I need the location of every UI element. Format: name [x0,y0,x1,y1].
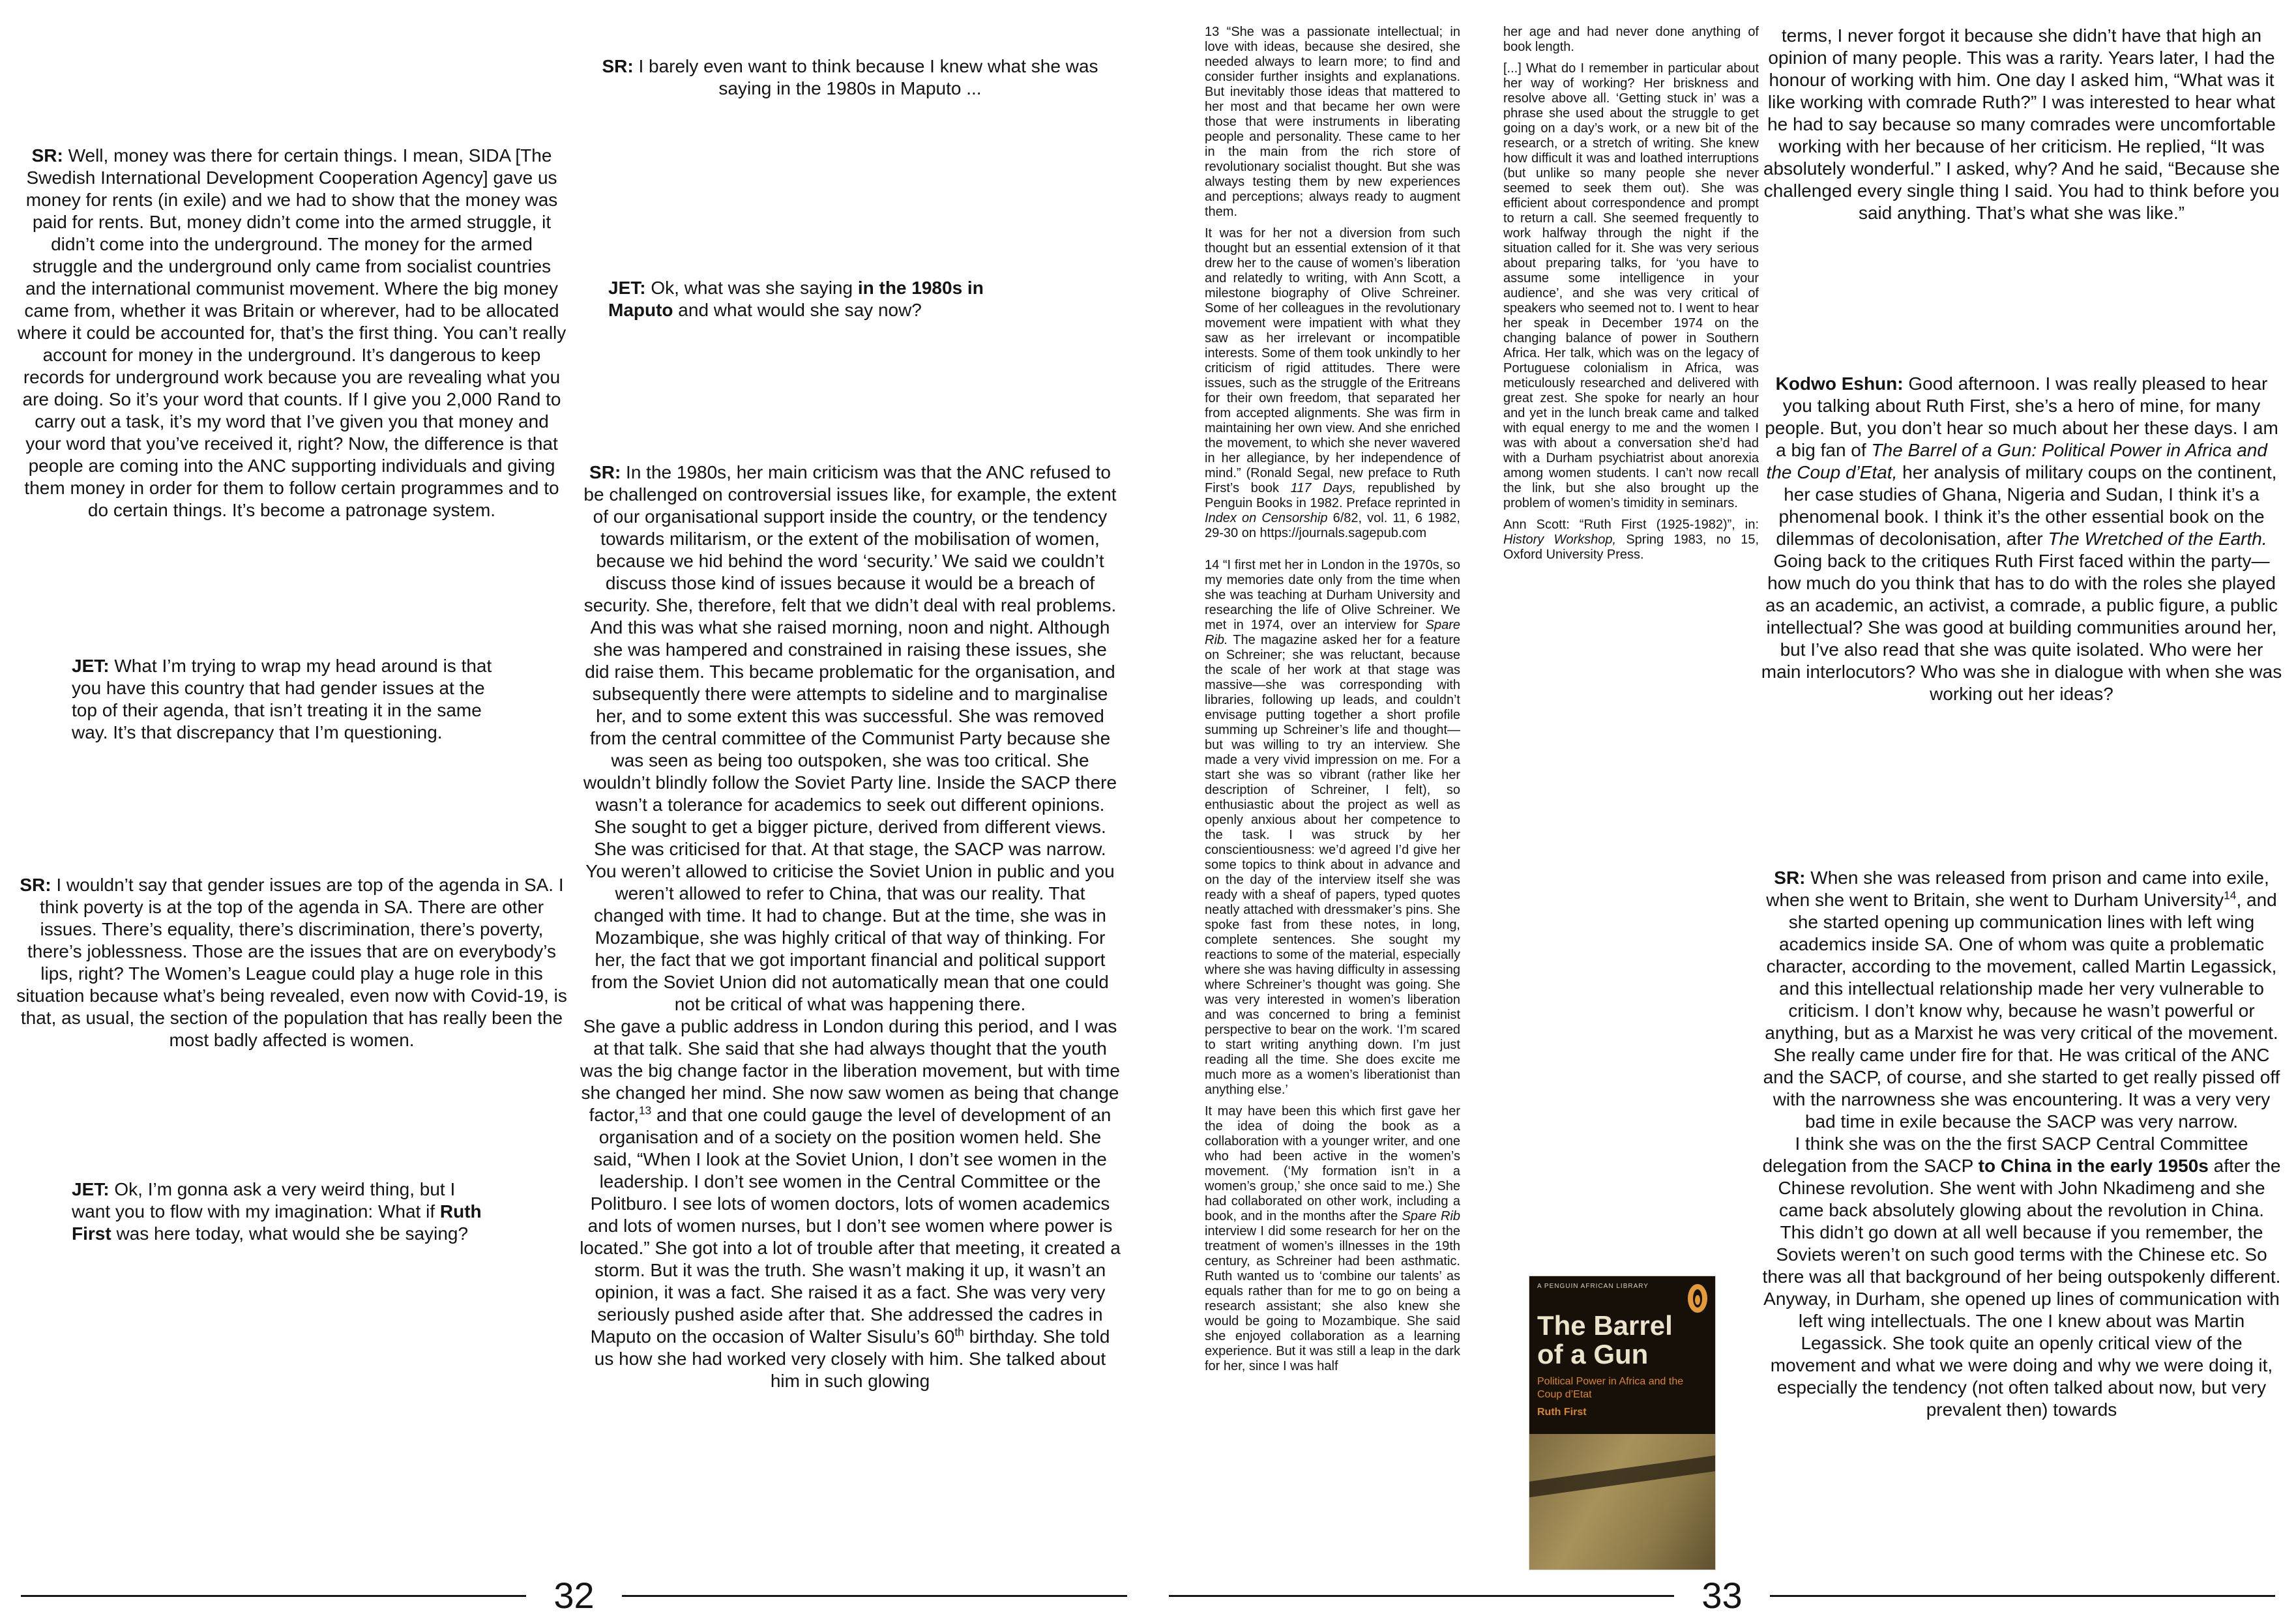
sr-answer-durham: SR: When she was released from prison and came into exile, when she went to Britain, she went to Durham University$^{14}$, and she started opening up communication lines with left wing academics inside SA. One of whom was quite a problematic character, according to the movement, called Martin Legassick, and this intellectual relationship made her very vulnerable to criticism. I don’t know why, because he wasn’t powerful or anything, but as a Marxist he was very critical of the movement. She really came under fire for that. He was critical of the ANC and the SACP, of course, and she started to get really pissed off with the narrowness she was encountering. It was a very very bad time in exile because the SACP was very narrow. [1763,868,2280,1132]
footnote-14-part-4: [...] What do I remember in particular about her way of working? Her briskness and resolve above all. ‘Getting stuck in’ was a phrase she used about the struggle to get going on a day’s work, or a new bit of the research, or a stretch of writing. She knew how difficult it was and loathed interruptions (but unlike so many people she never seemed to seek them out). She was efficient about correspondence and prompt to return a call. She seemed frequently to work halfway through the night if the situation called for it. She was very serious about preparing talks, for ‘you have to assume some intelligence in your audience’, and she was very critical of speakers who seemed not to. I went to hear her speak in December 1974 on the changing balance of power in Southern Africa. Her talk, which was on the legacy of Portuguese colonialism in Africa, was meticulously researched and delivered with great zest. She spoke for nearly an hour and yet in the lunch break came and talked with equal energy to me and the women I was with about a conversation she’d had with a Durham psychiatrist about anorexia among women students. I can’t now recall the link, but she also brought up the problem of women’s timidity in seminars. [1503,61,1759,510]
book-title: The Barrel of a Gun [1537,1310,1673,1369]
penguin-logo-icon [1688,1284,1707,1313]
sr-answer-funding: SR: Well, money was there for certain things. I mean, SIDA [The Swedish International Development Cooperation Agency] gave us money for rents (in exile) and we had to show that the money was paid for rents. But, money didn’t come into the armed struggle, it didn’t come into the underground. The money for the armed struggle and the underground only came from socialist countries and the international communist movement. Where the big money came from, whether it was Britain or wherever, had to be allocated where it could be accounted for, that’s the first thing. You can’t really account for money in the underground. It’s dangerous to keep records for underground work because you are revealing what you are doing. So it’s your word that counts. If I give you 2,000 Rand to carry out a task, it’s my word that I’ve given you that money and your word that you’ve received it, right? Now, the difference is that people are coming into the ANC supporting individuals and giving them money in order for them to follow certain programmes and to do certain things. It’s become a patronage system. [17,145,567,520]
footnote-13-part-1: 13 “She was a passionate intellectual; in love with ideas, because she desired, she needed always to learn more; to find and consider further insights and explanations. But inevitably those ideas that mattered to her most and that became her own were those that were instruments in liberating people and personality. These came to her in the main from the rich store of revolutionary socialist thought. But she was always testing them by new experiences and perceptions; always ready to augment them. [1205,25,1460,219]
book-subtitle: Political Power in Africa and the Coup d’Etat [1537,1376,1684,1400]
sr-answer-london-address: She gave a public address in London during this period, and I was at that talk. She said that she had always thought that the youth was the big change factor in the liberation movement, but with time she changed her mind. She now saw women as being that change factor,$^{13}$ and that one could gauge the level of development of an organisation and of a society on the position women held. She said, “When I look at the Soviet Union, I don’t see women in the leadership. I don’t see women in the Central Committee or the Politburo. I see lots of women doctors, lots of women academics and lots of women nurses, but I don’t see women where power is located.” She got into a lot of trouble after that meeting, it created a storm. But it was the truth. She wasn’t making it up, it wasn’t an opinion, it was a fact. She raised it as a fact. She was very very seriously pushed aside after that. She addressed the cadres in Maputo on the occasion of Walter Sisulu’s 60th birthday. She told us how she had worked very closely with him. She talked about him in such glowing [580,1016,1121,1391]
folio-rule-left [1169,1595,1674,1597]
page-number-32: 32 [553,1575,595,1616]
penguin-silhouette-icon [1693,1289,1702,1308]
left-page-column-2 [579,55,1121,1392]
sr-answer-comrade-ruth: terms, I never forgot it because she didn’t have that high an opinion of many people. This was a rarity. Years later, I had the honour of working with him. One day I asked him, “What was it like working with comrade Ruth?” I was interested to hear what he had to say because so many comrades were uncomfortable working with her because of her criticism. He replied, “It was absolutely wonderful.” I asked, why? And he said, “Because she challenged every single thing I said. You had to think before you said anything. That’s what she was like.” [1763,25,2280,223]
right-page-main-column [1761,25,2282,1421]
page-number-33: 33 [1701,1575,1743,1616]
sr-answer-criticism: SR: In the 1980s, her main criticism was that the ANC refused to be challenged on controversial issues like, for example, the extent of our organisational support inside the country, or the tendency towards militarism, or the extent of the mobilisation of women, because we hid behind the word ‘security.’ We said we couldn’t discuss those kind of issues because it would be a breach of security. She, therefore, felt that we didn’t deal with real problems. And this was what she raised morning, noon and night. Although she was hampered and constrained in raising these issues, she did raise them. This became problematic for the organisation, and subsequently there were attempts to sideline and to marginalise her, and to some extent this was successful. She was removed from the central committee of the Communist Party because she was seen as being too outspoken, she was too critical. She wouldn’t blindly follow the Soviet Party line. Inside the SACP there wasn’t a tolerance for academics to seek out different opinions. She sought to get a bigger picture, derived from different views. She was criticised for that. At that stage, the SACP was narrow. You weren’t allowed to criticise the Soviet Union in public and you weren’t allowed to refer to China, that was our reality. That changed with time. It had to change. But at the time, she was in Mozambique, she was highly critical of that way of thinking. For her, the fact that we got important financial and political support from the Soviet Union did not automatically mean that one could not be critical of what was happening there. [583,462,1117,1014]
folio-rule-right [622,1595,1127,1597]
sr-answer-china: I think she was on the the first SACP Central Committee delegation from the SACP to China in the early 1950s after the Chinese revolution. She went with John Nkadimeng and she came back absolutely glowing about the revolution in China. This didn’t go down at all well because if you remember, the Soviets weren’t on such good terms with the Chinese etc. So there was all that background of her being outspokenly different. Anyway, in Durham, she opened up lines of communication with left wing intellectuals. The one I knew about was Martin Legassick. She took quite an openly critical view of the movement and what we were doing and why we were doing it, especially the tendency (not often talked about now, but very prevalent then) towards [1762,1133,2281,1420]
sr-answer-maputo: SR: I barely even want to think because I knew what she was saying in the 1980s in Maputo ... [602,56,1098,98]
left-page-column-1 [16,145,567,1245]
jet-question-gender: JET: What I’m trying to wrap my head around is that you have this country that had gender issues at the top of their agenda, that isn’t treating it in the same way. It’s that discrepancy that I’m questioning. [72,656,492,742]
folio-rule-left [21,1595,526,1597]
folio-right [1169,1577,2275,1614]
kodwo-eshun-question: Kodwo Eshun: Good afternoon. I was really pleased to hear you talking about Ruth First, she’s a hero of mine, for many people. But, you don’t hear so much about her these days. I am a big fan of The Barrel of a Gun: Political Power in Africa and the Coup d’Etat, her analysis of military coups on the continent, her case studies of Ghana, Nigeria and Sudan, I think it’s a phenomenal book. I think it’s the other essential book on the dilemmas of decolonisation, after The Wretched of the Earth. Going back to the critiques Ruth First faced within the party—how much do you think that has to do with the roles she played as an academic, an activist, a comrade, a public figure, a public intellectual? She was good at building communities around her, but I’ve also read that she was quite isolated. Who were her main interlocutors? Who was she in dialogue with when she was working out her ideas? [1761,373,2282,704]
sr-answer-agenda: SR: I wouldn’t say that gender issues are top of the agenda in SA. I think poverty is at the top of the agenda in SA. There are other issues. There’s equality, there’s discrimination, there’s poverty, there’s joblessness. Those are the issues that are on everybody’s lips, right? The Women’s League could play a huge role in this situation because what’s being revealed, even now with Covid-19, is that, as usual, the section of the population that has really been the most badly affected is women. [16,875,567,1050]
book-series-label: A PENGUIN AFRICAN LIBRARY [1537,1283,1649,1290]
page-33 [1148,0,2296,1623]
footnote-column-1 [1205,25,1460,1563]
book-cover-photo [1529,1434,1715,1570]
folio-rule-right [1770,1595,2275,1597]
footnote-14-part-3: her age and had never done anything of book length. [1503,25,1759,54]
jet-question-ruth-first: JET: Ok, I’m gonna ask a very weird thing, but I want you to flow with my imagination: What if Ruth First was here today, what would she be saying? [72,1179,482,1244]
folio-left [21,1577,1127,1614]
footnote-14-part-2: It may have been this which first gave her the idea of doing the book as a collaboration with a younger writer, and one who had been active in the women’s movement. (‘My formation isn’t in a women’s group,’ she once said to me.) She had collaborated on other work, including a book, and in the months after the Spare Rib interview I did some research for her on the treatment of women’s illnesses in the 19th century, as Schreiner had been asthmatic. Ruth wanted us to ‘combine our talents’ as equals rather than for me to go on being a research assistant; she also knew she would be going to Mozambique. She said she enjoyed collaboration as a learning experience. But it was still a leap in the dark for her, since I was half [1205,1104,1460,1373]
footnote-13-part-2: It was for her not a diversion from such thought but an essential extension of it that drew her to the cause of women’s liberation and relatedly to writing, with Ann Scott, a milestone biography of Olive Schreiner. Some of her colleagues in the revolutionary movement were impatient with what they saw as her irrelevant or incompatible interests. Some of them took unkindly to her criticism of rigid attitudes. There were issues, such as the struggle of the Eritreans for their own freedom, that separated her from accepted alignments. She was firm in maintaining her own view. And she enriched the movement, to which she never wavered in her allegiance, by her independence of mind.” (Ronald Segal, new preface to Ruth First’s book 117 Days, republished by Penguin Books in 1982. Preface reprinted in Index on Censorship 6/82, vol. 11, 6 1982, 29-30 on https://journals.sagepub.com [1205,226,1460,540]
footnote-14-citation: Ann Scott: “Ruth First (1925-1982)”, in: History Workshop, Spring 1983, no 15, Oxford University Press. [1503,518,1759,562]
jet-question-1980s: JET: Ok, what was she saying in the 1980s in Maputo and what would she say now? [608,278,984,320]
book-cover-barrel-of-a-gun [1529,1276,1715,1570]
book-author: Ruth First [1537,1407,1587,1418]
footnote-14-part-1: 14 “I first met her in London in the 1970s, so my memories date only from the time when she was teaching at Durham University and researching the life of Olive Schreiner. We met in 1974, over an interview for Spare Rib. The magazine asked her for a feature on Schreiner; she was reluctant, because the scale of her work at that stage was massive—she was corresponding with libraries, following up leads, and couldn’t envisage putting together a short profile summing up Schreiner’s life and thought—but was willing to try an interview. She made a very vivid impression on me. For a start she was so vibrant (rather like her description of Schreiner, I felt), so enthusiastic about the project as well as openly anxious about her competence to the task. I was struck by her conscientiousness: we’d agreed I’d give her some topics to think about in advance and on the day of the interview itself she was ready with a sheaf of papers, typed quotes neatly attached with dressmaker’s pins. She spoke fast from these notes, in long, complete sentences. She sought my reactions to some of the material, especially where she was having difficulty in assessing where Schreiner’s thought was going. She was very interested in women’s liberation and was concerned to bring a feminist perspective to bear on the work. ‘I’m scared to start writing anything down. I’m just reading all the time. She does excite me much more as a women’s liberationist than anything else.’ [1205,558,1460,1097]
